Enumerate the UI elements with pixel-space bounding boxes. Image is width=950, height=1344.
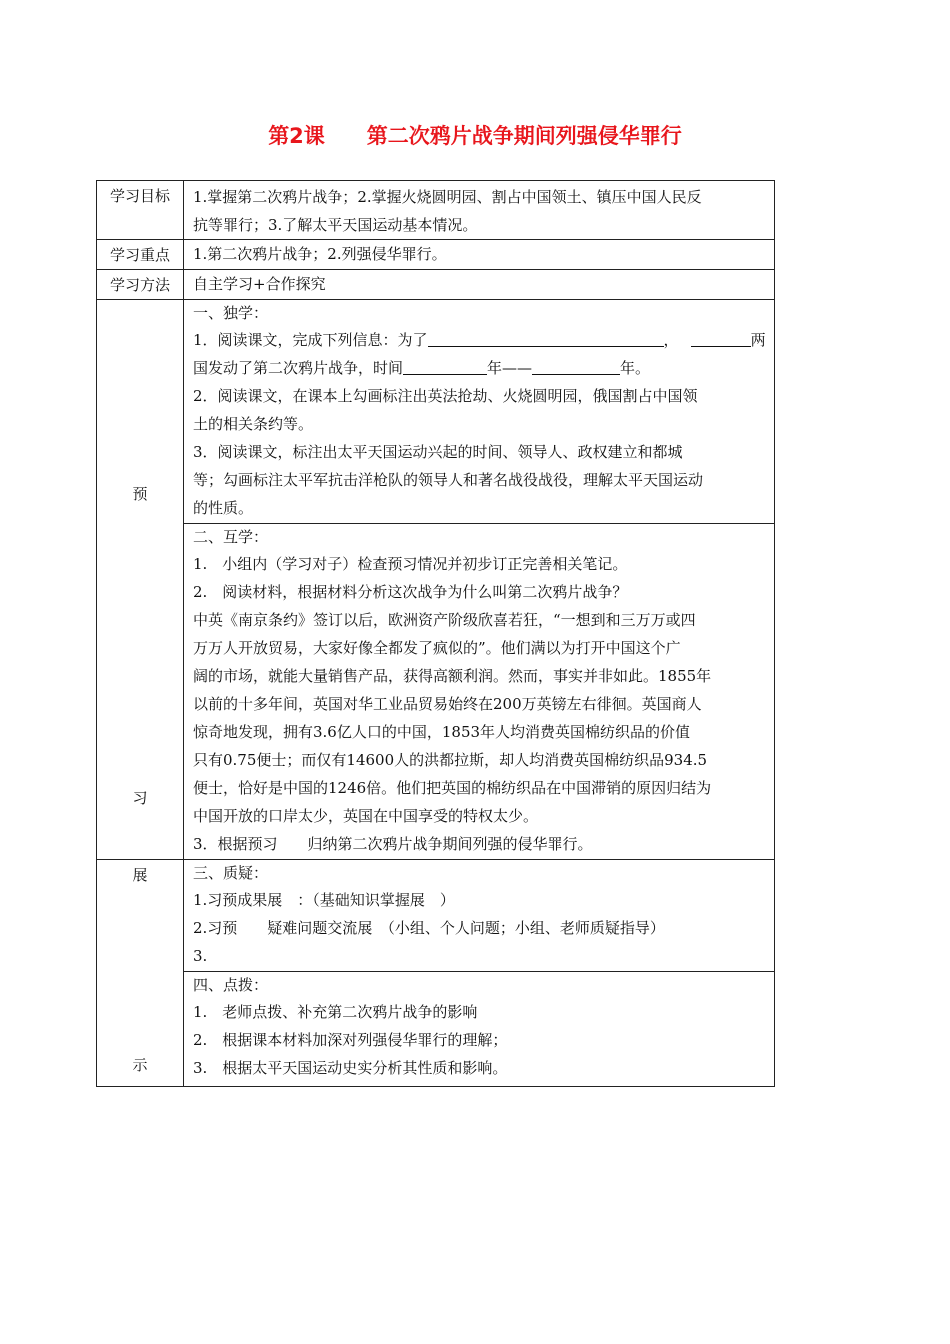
label-method: 学习方法 (97, 270, 184, 300)
question-content (184, 860, 775, 972)
self-study-q2-line-2: 土的相关条约等。 (193, 415, 314, 433)
goal-content (184, 181, 775, 240)
self-study-q1-line-2 (193, 354, 768, 382)
q1-text-a: 1．阅读课文，完成下列信息：为了 (193, 331, 428, 349)
row-guide (97, 972, 775, 1087)
q1-text-d: 国发动了第二次鸦片战争，时间 (193, 359, 404, 377)
question-line-3: 3. (193, 947, 208, 965)
question-line-1: 1.习预成果展 ：（基础知识掌握展 ） (193, 891, 455, 909)
guide-line-3: 3. 根据太平天国运动史实分析其性质和影响。 (193, 1059, 508, 1077)
mutual-line-2: 2. 阅读材料，根据材料分析这次战争为什么叫第二次鸦片战争？ (193, 583, 628, 601)
phase-char-zhan: 展 (132, 866, 148, 884)
q1-blank-countries[interactable] (691, 328, 751, 347)
lesson-table (96, 180, 775, 1087)
mutual-line-8: 只有0.75便士；而仅有14600人的洪都拉斯，却人均消费英国棉纺织品934.5 (193, 751, 708, 769)
q1-blank-purpose[interactable] (428, 328, 664, 347)
mutual-study-content (184, 524, 775, 860)
goal-line-2: 抗等罪行；3.了解太平天国运动基本情况。 (193, 216, 478, 234)
guide-content (184, 972, 775, 1087)
phase-char-shi: 示 (132, 1056, 148, 1074)
q1-text-c: 两 (750, 331, 766, 349)
row-focus (97, 240, 775, 270)
question-heading: 三、质疑： (193, 864, 269, 882)
page-title: 第2课 第二次鸦片战争期间列强侵华罪行 (268, 124, 682, 148)
mutual-study-heading: 二、互学： (193, 528, 269, 546)
row-self-study (97, 300, 775, 524)
label-focus: 学习重点 (97, 240, 184, 270)
self-study-content (184, 300, 775, 524)
q1-blank-start-year[interactable] (403, 356, 487, 375)
phase-show-cell (97, 860, 184, 1087)
mutual-line-10: 中国开放的口岸太少，英国在中国享受的特权太少。 (193, 807, 539, 825)
mutual-line-6: 以前的十多年间，英国对华工业品贸易始终在200万英镑左右徘徊。英国商人 (193, 695, 702, 713)
phase-char-xi: 习 (132, 789, 148, 807)
mutual-line-4: 万万人开放贸易，大家好像全都发了疯似的”。他们满以为打开中国这个广 (193, 639, 681, 657)
focus-content: 1.第二次鸦片战争；2.列强侵华罪行。 (184, 240, 775, 270)
method-content: 自主学习+合作探究 (184, 270, 775, 300)
label-goal: 学习目标 (97, 181, 184, 240)
phase-preview-cell (97, 300, 184, 860)
guide-line-2: 2. 根据课本材料加深对列强侵华罪行的理解； (193, 1031, 508, 1049)
row-mutual-study (97, 524, 775, 860)
mutual-line-7: 惊奇地发现，拥有3.6亿人口的中国，1853年人均消费英国棉纺织品的价值 (193, 723, 691, 741)
q1-blank-end-year[interactable] (532, 356, 620, 375)
self-study-q3-line-3: 的性质。 (193, 499, 254, 517)
self-study-heading: 一、独学： (193, 304, 269, 322)
mutual-line-3: 中英《南京条约》签订以后，欧洲资产阶级欣喜若狂，“一想到和三万万或四 (193, 611, 696, 629)
q1-text-e: 年—— (487, 359, 533, 377)
self-study-q3-line-2: 等；勾画标注太平军抗击洋枪队的领导人和著名战役战役，理解太平天国运动 (193, 471, 704, 489)
q1-text-f: 年。 (620, 359, 651, 377)
mutual-line-5: 阔的市场，就能大量销售产品，获得高额利润。然而，事实并非如此。1855年 (193, 667, 712, 685)
self-study-q3-line-1: 3．阅读课文，标注出太平天国运动兴起的时间、领导人、政权建立和都城 (193, 443, 683, 461)
phase-char-yu: 预 (132, 485, 148, 503)
mutual-line-11: 3．根据预习 归纳第二次鸦片战争期间列强的侵华罪行。 (193, 835, 593, 853)
self-study-q2-line-1: 2．阅读课文，在课本上勾画标注出英法抢劫、火烧圆明园，俄国割占中国领 (193, 387, 698, 405)
row-goal (97, 181, 775, 240)
mutual-line-9: 便士，恰好是中国的1246倍。他们把英国的棉纺织品在中国滞销的原因归结为 (193, 779, 712, 797)
q1-text-b: ， (663, 331, 679, 349)
guide-line-1: 1. 老师点拨、补充第二次鸦片战争的影响 (193, 1003, 478, 1021)
mutual-line-1: 1. 小组内（学习对子）检查预习情况并初步订正完善相关笔记。 (193, 555, 628, 573)
goal-line-1: 1.掌握第二次鸦片战争；2.掌握火烧圆明园、割占中国领土、镇压中国人民反 (193, 188, 702, 206)
self-study-q1-line-1 (193, 326, 768, 354)
guide-heading: 四、点拨： (193, 976, 269, 994)
question-line-2: 2.习预 疑难问题交流展 （小组、个人问题；小组、老师质疑指导） (193, 919, 665, 937)
row-method (97, 270, 775, 300)
row-question (97, 860, 775, 972)
